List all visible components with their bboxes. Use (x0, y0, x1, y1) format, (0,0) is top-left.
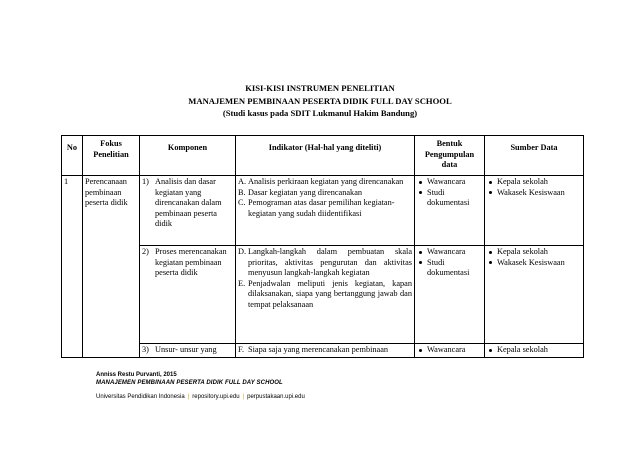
cell-sumber (485, 246, 584, 344)
list-item: Wawancara (417, 177, 482, 188)
footer-library-link[interactable]: perpustakaan.upi.edu (247, 394, 305, 400)
cell-no (62, 176, 83, 358)
indikator-letter: C. (238, 198, 246, 208)
list-item: Kepala sekolah (487, 247, 581, 258)
table-row (62, 176, 584, 246)
bullet-icon (487, 258, 497, 268)
cell-indikator (236, 246, 415, 344)
bullet-icon (417, 345, 427, 355)
indikator-text: Analisis perkiraan kegiatan yang direncanakan (248, 177, 404, 186)
title-line-3: (Studi kasus pada SDIT Lukmanul Hakim Bandung) (222, 108, 418, 118)
cell-indikator (236, 344, 415, 358)
list-item: Wawancara (417, 345, 482, 356)
bullet-icon (417, 188, 427, 198)
header-no: No (62, 136, 83, 176)
footer-separator: | (242, 394, 245, 400)
komponen-number: 3) (142, 345, 149, 354)
fokus-text: Perencanaan pembinaan peserta didik (85, 177, 128, 208)
list-item: Wakasek Kesiswaan (487, 258, 581, 269)
table-row (62, 246, 584, 344)
indikator-letter: E. (238, 278, 246, 288)
instrument-grid-table (61, 135, 584, 358)
row-number: 1 (64, 177, 69, 186)
cell-bentuk (415, 246, 485, 344)
title-line-2: MANAJEMEN PEMBINAAN PESERTA DIDIK FULL DAY SCHOOL (188, 95, 452, 106)
cell-komponen (140, 344, 236, 358)
table-row (62, 344, 584, 358)
footer-university: Universitas Pendidikan Indonesia (96, 394, 185, 400)
indikator-text: Langkah-langkah dalam pembuatan skala prioritas, aktivitas pengurutan dan aktivitas menyusun langkah-langkah kegiatan (248, 247, 412, 278)
bullet-icon (417, 258, 427, 268)
bullet-icon (417, 177, 427, 187)
komponen-number: 1) (142, 177, 149, 186)
cell-sumber (485, 176, 584, 246)
footer-repository-link[interactable]: repository.upi.edu (192, 394, 240, 400)
list-item: Kepala sekolah (487, 177, 581, 188)
list-item: Wawancara (417, 247, 482, 258)
bullet-icon (487, 247, 497, 257)
cell-bentuk (415, 176, 485, 246)
cell-komponen (140, 246, 236, 344)
header-sumber-data: Sumber Data (485, 136, 584, 176)
cell-sumber (485, 344, 584, 358)
komponen-text: Unsur- unsur yang (155, 345, 217, 354)
list-item: Wakasek Kesiswaan (487, 188, 581, 199)
header-bentuk-pengumpulan-data: Bentuk Pengumpulan data (415, 136, 485, 176)
footer-author: Anniss Restu Purvanti, 2015 (96, 372, 177, 378)
indikator-letter: D. (238, 247, 247, 256)
komponen-text: Proses merencanakan kegiatan pembinaan peserta didik (155, 247, 227, 278)
bullet-icon (487, 188, 497, 198)
footer-thesis-title: MANAJEMEN PEMBINAAN PESERTA DIDIK FULL DAY SCHOOL (96, 380, 283, 386)
table-header-row (62, 136, 584, 176)
indikator-letter: F. (238, 345, 245, 354)
cell-bentuk (415, 344, 485, 358)
indikator-text: Dasar kegiatan yang direncanakan (248, 187, 363, 197)
indikator-letter: B. (238, 187, 246, 197)
title-line-1: KISI-KISI INSTRUMEN PENELITIAN (245, 83, 395, 93)
list-item: Studi dokumentasi (417, 188, 482, 209)
indikator-text: Siapa saja yang merencanakan pembinaan (248, 345, 389, 354)
list-item: Studi dokumentasi (417, 258, 482, 279)
indikator-letter: A. (238, 177, 247, 186)
komponen-text: Analisis dan dasar kegiatan yang direncanakan dalam pembinaan peserta didik (155, 177, 222, 229)
cell-indikator (236, 176, 415, 246)
cell-komponen (140, 176, 236, 246)
footer-separator: | (187, 394, 190, 400)
footer-links (96, 393, 305, 401)
indikator-text: Pemograman atas dasar pemilihan kegiatan-kegiatan yang sudah diidentifikasi (248, 198, 395, 218)
list-item: Kepala sekolah (487, 345, 581, 356)
bullet-icon (487, 177, 497, 187)
komponen-number: 2) (142, 247, 149, 256)
bullet-icon (417, 247, 427, 257)
header-indikator: Indikator (Hal-hal yang diteliti) (236, 136, 415, 176)
header-komponen: Komponen (140, 136, 236, 176)
indikator-text: Penjadwalan meliputi jenis kegiatan, kapan dilaksanakan, siapa yang bertanggung jawab dan tempat pelaksanaan (248, 278, 412, 309)
bullet-icon (487, 345, 497, 355)
document-title (0, 82, 640, 120)
header-fokus-penelitian: Fokus Penelitian (83, 136, 140, 176)
cell-fokus (83, 176, 140, 358)
